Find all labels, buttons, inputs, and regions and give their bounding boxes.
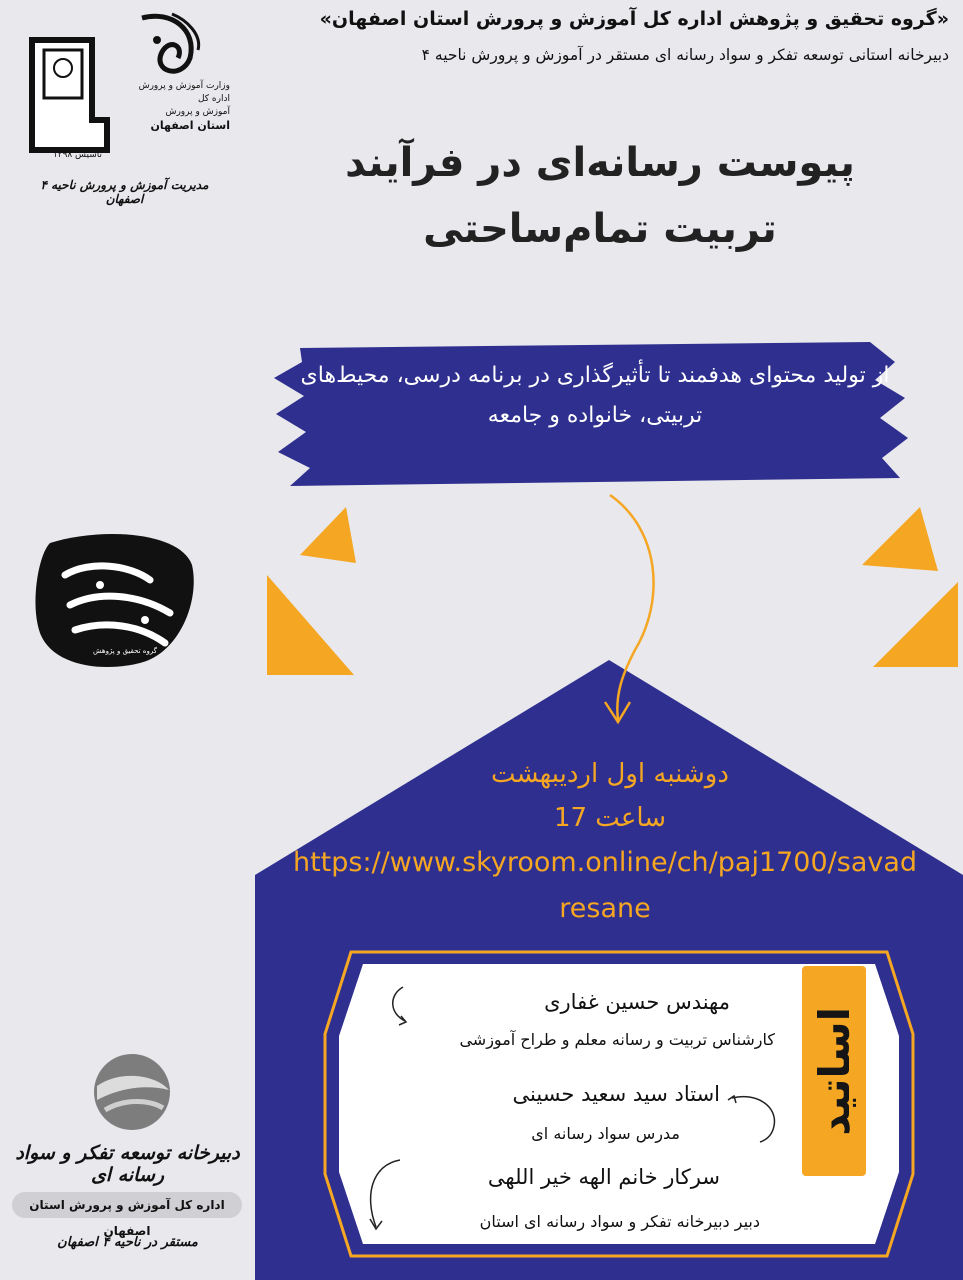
curved-arrow-icon xyxy=(590,490,670,740)
triangle-decoration xyxy=(860,505,940,575)
title-line-2: تربیت تمام‌ساحتی xyxy=(423,206,777,252)
research-group-logo xyxy=(30,525,200,675)
subtitle: از تولید محتوای هدفمند تا تأثیرگذاری در برنامه درسی، محیط‌های تربیتی، خانواده و جامعه xyxy=(300,363,890,428)
curl-arrow-icon xyxy=(726,1088,786,1143)
secretariat-line-3: مستقر در ناحیه ۴ اصفهان xyxy=(57,1235,198,1250)
event-date: دوشنبه اول اردیبهشت xyxy=(491,759,729,789)
event-link[interactable]: https://www.skyroom.online/ch/paj1700/savadresane xyxy=(292,847,918,924)
triangle-decoration xyxy=(868,572,963,672)
speakers-label-badge xyxy=(802,966,866,1176)
speaker-1-name: مهندس حسین غفاری xyxy=(544,990,730,1014)
speaker-1-role: کارشناس تربیت و رسانه معلم و طراح آموزشی xyxy=(459,1030,775,1049)
logo-founded: تاسیس ۱۲۹۸ xyxy=(52,150,102,160)
header-line-1: «گروه تحقیق و پژوهش اداره کل آموزش و پرورش استان اصفهان» xyxy=(319,8,949,30)
secretariat-line-2: اداره کل آموزش و پرورش استان اصفهان xyxy=(12,1192,242,1218)
logo-line-3: آموزش و پرورش xyxy=(165,107,230,117)
event-date-time xyxy=(270,752,950,840)
title-line-1: پیوست رسانه‌ای در فرآیند xyxy=(345,140,855,186)
secretariat-globe-logo-icon xyxy=(85,1050,180,1135)
header-line-2: دبیرخانه استانی توسعه تفکر و سواد رسانه ای مستقر در آموزش و پرورش ناحیه ۴ xyxy=(421,46,949,64)
secretariat-logo xyxy=(10,1050,245,1275)
curl-arrow-icon xyxy=(360,1155,410,1240)
logo-line-2: اداره کل xyxy=(197,94,230,104)
secretariat-line-1: دبیرخانه توسعه تفکر و سواد رسانه ای xyxy=(15,1142,240,1186)
speaker-3-role: دبیر دبیرخانه تفکر و سواد رسانه ای استان xyxy=(479,1212,760,1231)
speaker-2-role: مدرس سواد رسانه ای xyxy=(531,1124,680,1143)
event-time: ساعت 17 xyxy=(553,803,667,833)
logo-line-1: وزارت آموزش و پرورش xyxy=(138,81,230,91)
research-group-text: گروه تحقیق و پژوهش xyxy=(92,647,158,655)
logo-line-4: استان اصفهان xyxy=(150,119,230,132)
curl-arrow-icon xyxy=(385,985,415,1030)
speaker-3-name: سرکار خانم الهه خیر اللهی xyxy=(487,1165,720,1189)
triangle-decoration xyxy=(298,505,358,565)
speakers-label: اساتید xyxy=(809,1006,859,1136)
page-title xyxy=(250,130,950,262)
speaker-2-name: استاد سید سعید حسینی xyxy=(512,1082,720,1106)
logo-footer: مدیریت آموزش و پرورش ناحیه ۴ اصفهان xyxy=(40,178,209,206)
ministry-logo xyxy=(22,10,232,206)
